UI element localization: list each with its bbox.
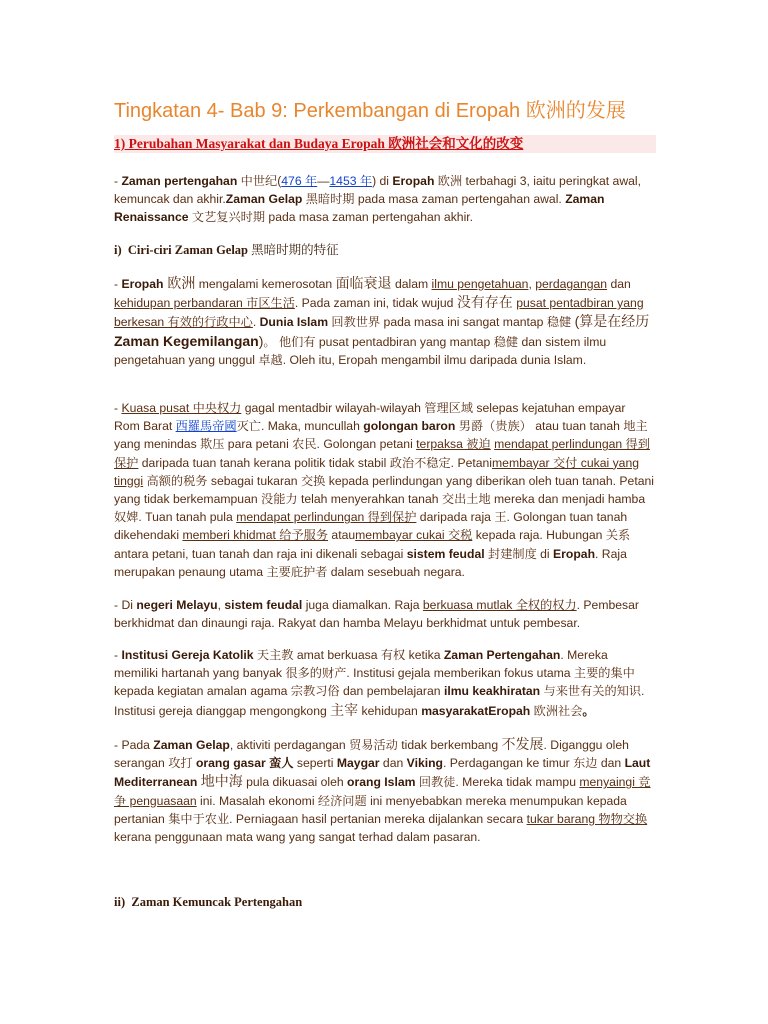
text: . Raja merupakan penaung utama 主要庇护者 dalam sesebuah negara.: [114, 546, 627, 579]
term-golongan-baron: golongan baron: [363, 419, 456, 434]
term-maygar: Maygar: [336, 756, 380, 771]
term-orang-gasar: orang gasar: [195, 756, 266, 771]
text: kepada raja. Hubungan 关系 antara petani, tuan tanah dan raja ini dikenali sebagai: [114, 528, 631, 561]
term-negeri-melayu: negeri Melayu: [136, 598, 218, 612]
text: —: [317, 174, 330, 188]
underlined-term: berkuasa mutlak 全权的权力: [422, 598, 577, 612]
term-sistem-feudal: sistem feudal: [406, 546, 485, 561]
text: (算是在经历: [574, 313, 650, 330]
text: daripada raja 王. Golongan tuan tanah dikehendaki: [114, 510, 628, 543]
text: kerana penggunaan mata wang yang sangat terhad dalam pasaran.: [114, 830, 481, 845]
subheading-number: ii): [114, 895, 126, 909]
term-zaman-renaissance: Zaman Renaissance: [114, 192, 605, 225]
underlined-term: memberi khidmat 给予服务: [182, 528, 329, 543]
section-heading: 1) Perubahan Masyarakat dan Budaya Eropah 欧洲社会和文化的改变: [114, 135, 656, 153]
term-gereja-katolik: Institusi Gereja Katolik: [121, 648, 254, 662]
term-zaman-gelap: Zaman Gelap: [153, 738, 230, 752]
text: . Diganggu oleh serangan 攻打: [114, 738, 629, 771]
term-ilmu-keakhiratan: ilmu keakhiratan: [443, 684, 541, 699]
text: 回教世界 pada masa ini sangat mantap 稳健: [328, 315, 575, 330]
text: - Pada: [114, 738, 154, 752]
text: mengalami kemerosotan: [195, 277, 336, 291]
link-western-roman-empire[interactable]: 西羅馬帝國: [175, 419, 237, 434]
text: 与来世有关的知识. Institusi gereja dianggap mengongkong: [114, 684, 645, 718]
term-eropah: Eropah: [392, 174, 435, 188]
text: . Mereka memiliki hartanah yang banyak 很多的财产. Institusi gejala memberikan fokus utama 主要的集中 kepada kegiatan amalan agama 宗教习俗 dan pembelajaran: [114, 648, 635, 699]
subheading-text: Zaman Kemuncak Pertengahan: [131, 895, 303, 909]
text: -: [114, 648, 122, 662]
underlined-term: Kuasa pusat 中央权力: [121, 401, 242, 415]
text: . Pembesar berkhidmat dan dinaungi raja. Rakyat dan hamba Melayu berkhidmat untuk pembesar.: [114, 598, 639, 631]
text: 面临衰退: [335, 275, 392, 291]
term-eropah: Eropah: [121, 277, 164, 291]
text: 回教徒. Mereka tidak mampu: [415, 775, 580, 790]
subheading-number: i): [114, 243, 122, 257]
text: ,: [528, 277, 536, 291]
subheading-zaman-kemuncak: [114, 895, 302, 910]
text: 没有存在: [456, 294, 513, 311]
text: 欧洲 terbahagi 3, iaitu peringkat awal, kemuncak dan akhir.: [114, 174, 642, 207]
term-zaman-kegemilangan: Zaman Kegemilangan: [114, 332, 259, 349]
text: ,: [217, 598, 225, 612]
text: ini. Masalah ekonomi 经济问题 ini menyebabkan mereka menumpukan kepada pertanian 集中于农业. Perniagaan hasil pertanian mereka dijalankan secara: [114, 793, 627, 826]
text: juga diamalkan. Raja: [302, 598, 423, 612]
underlined-term: ilmu pengetahuan: [431, 277, 529, 291]
text: 主宰: [330, 701, 359, 718]
link-1453[interactable]: 1453 年: [329, 174, 373, 188]
paragraph-negeri-melayu: [114, 596, 654, 632]
term-zaman-pertengahan: Zaman pertengahan: [121, 174, 238, 188]
text: 中世纪(: [237, 174, 282, 188]
underlined-term: terpaksa 被迫: [416, 437, 491, 452]
text: dan: [607, 277, 631, 291]
text: 封建制度 di: [484, 546, 554, 561]
text: 男爵（贵族） atau tuan tanah 地主 yang menindas 欺压 para petani 农民. Golongan petani: [114, 419, 648, 452]
text: gagal mentadbir wilayah-wilayah 管理区域 selepas kejatuhan empayar Rom Barat: [114, 401, 626, 434]
text: 。: [582, 703, 595, 718]
underlined-term: perdagangan: [535, 277, 608, 291]
text: 欧洲社会: [530, 703, 583, 718]
text: atau: [328, 528, 356, 543]
term-masyarakat-eropah: masyarakatEropah: [421, 703, 531, 718]
subheading-zh: 黑暗时期的特征: [251, 243, 339, 257]
text: -: [114, 401, 122, 415]
term-laut-mediterranean: Laut Mediterranean: [114, 756, 651, 790]
term-zaman-gelap: Zaman Gelap: [225, 192, 303, 207]
text: ) di: [372, 174, 393, 188]
underlined-term: menyaingi 竞争 penguasaan: [114, 775, 651, 808]
text: kehidupan: [358, 703, 422, 718]
term-zaman-pertengahan: Zaman Pertengahan: [443, 648, 561, 662]
underlined-term: kehidupan perbandaran 市区生活: [114, 296, 295, 311]
text: 地中海: [200, 773, 243, 790]
paragraph-gereja-katolik: [114, 646, 654, 720]
link-476[interactable]: 476 年: [281, 174, 318, 188]
term-sistem-feudal: sistem feudal: [224, 598, 303, 612]
subheading-text: Ciri-ciri Zaman Gelap: [127, 243, 249, 257]
text: 欧洲: [163, 275, 196, 291]
text: 灭亡. Maka, muncullah: [236, 419, 364, 434]
text: pula dikuasai oleh: [242, 775, 348, 790]
text: . Pada zaman ini, tidak wujud: [294, 296, 457, 311]
text: , aktiviti perdagangan 贸易活动 tidak berkembang: [229, 738, 502, 752]
term-viking: Viking: [406, 756, 444, 771]
text: 文艺复兴时期 pada masa zaman pertengahan akhir.: [188, 210, 474, 225]
text: -: [114, 277, 122, 291]
page-title: Tingkatan 4- Bab 9: Perkembangan di Eropah 欧洲的发展: [114, 100, 626, 122]
text: - Di: [114, 598, 137, 612]
text: -: [114, 174, 122, 188]
term-orang-islam: orang Islam: [347, 775, 416, 790]
text: 蛮人: [265, 756, 294, 771]
text: 高额的税务 sebagai tukaran 交换 kepada perlindungan yang diberikan oleh tuan tanah. Petani yang tidak berkemampuan 没能力 telah menyerahkan tanah 交出土地 mereka dan menjadi hamba 奴婢. Tuan tanah pula: [114, 473, 654, 525]
text: ): [258, 332, 264, 349]
text: 黑暗时期 pada masa zaman pertengahan awal.: [302, 192, 566, 207]
text: . Perdagangan ke timur 东边 dan: [443, 756, 625, 771]
underlined-term: pusat pentadbiran yang berkesan 有效的行政中心: [114, 296, 644, 330]
underlined-term: mendapat perlindungan 得到保护: [114, 437, 650, 470]
term-dunia-islam: Dunia Islam: [259, 315, 329, 330]
underlined-term: tukar barang 物物交换: [526, 811, 648, 826]
text: .: [252, 315, 260, 330]
text: dan: [379, 756, 407, 771]
text: 。 他们有 pusat pentadbiran yang mantap 稳健 dan sistem ilmu pengetahuan yang unggul 卓越. Oleh itu, Eropah mengambil ilmu daripada dunia Islam.: [114, 334, 607, 367]
paragraph-kuasa-pusat: [114, 399, 654, 581]
paragraph-eropah-kemerosotan: [114, 274, 654, 369]
text: daripada tuan tanah kerana politik tidak stabil 政治不稳定. Petani: [138, 455, 493, 470]
text: 不发展: [501, 736, 544, 752]
text: seperti: [293, 756, 337, 771]
text: 天主教 amat berkuasa 有权 ketika: [253, 648, 444, 662]
term-eropah: Eropah: [553, 546, 596, 561]
paragraph-zaman-pertengahan: [114, 172, 654, 227]
underlined-term: mendapat perlindungan 得到保护: [236, 510, 417, 525]
subheading-ciri-zaman-gelap: [114, 240, 339, 258]
underlined-term: membayar cukai 交税: [355, 528, 473, 543]
paragraph-perdagangan-zaman-gelap: [114, 735, 654, 846]
underlined-term: membayar 交付 cukai yang tinggi: [114, 455, 639, 488]
text: dalam: [391, 277, 432, 291]
